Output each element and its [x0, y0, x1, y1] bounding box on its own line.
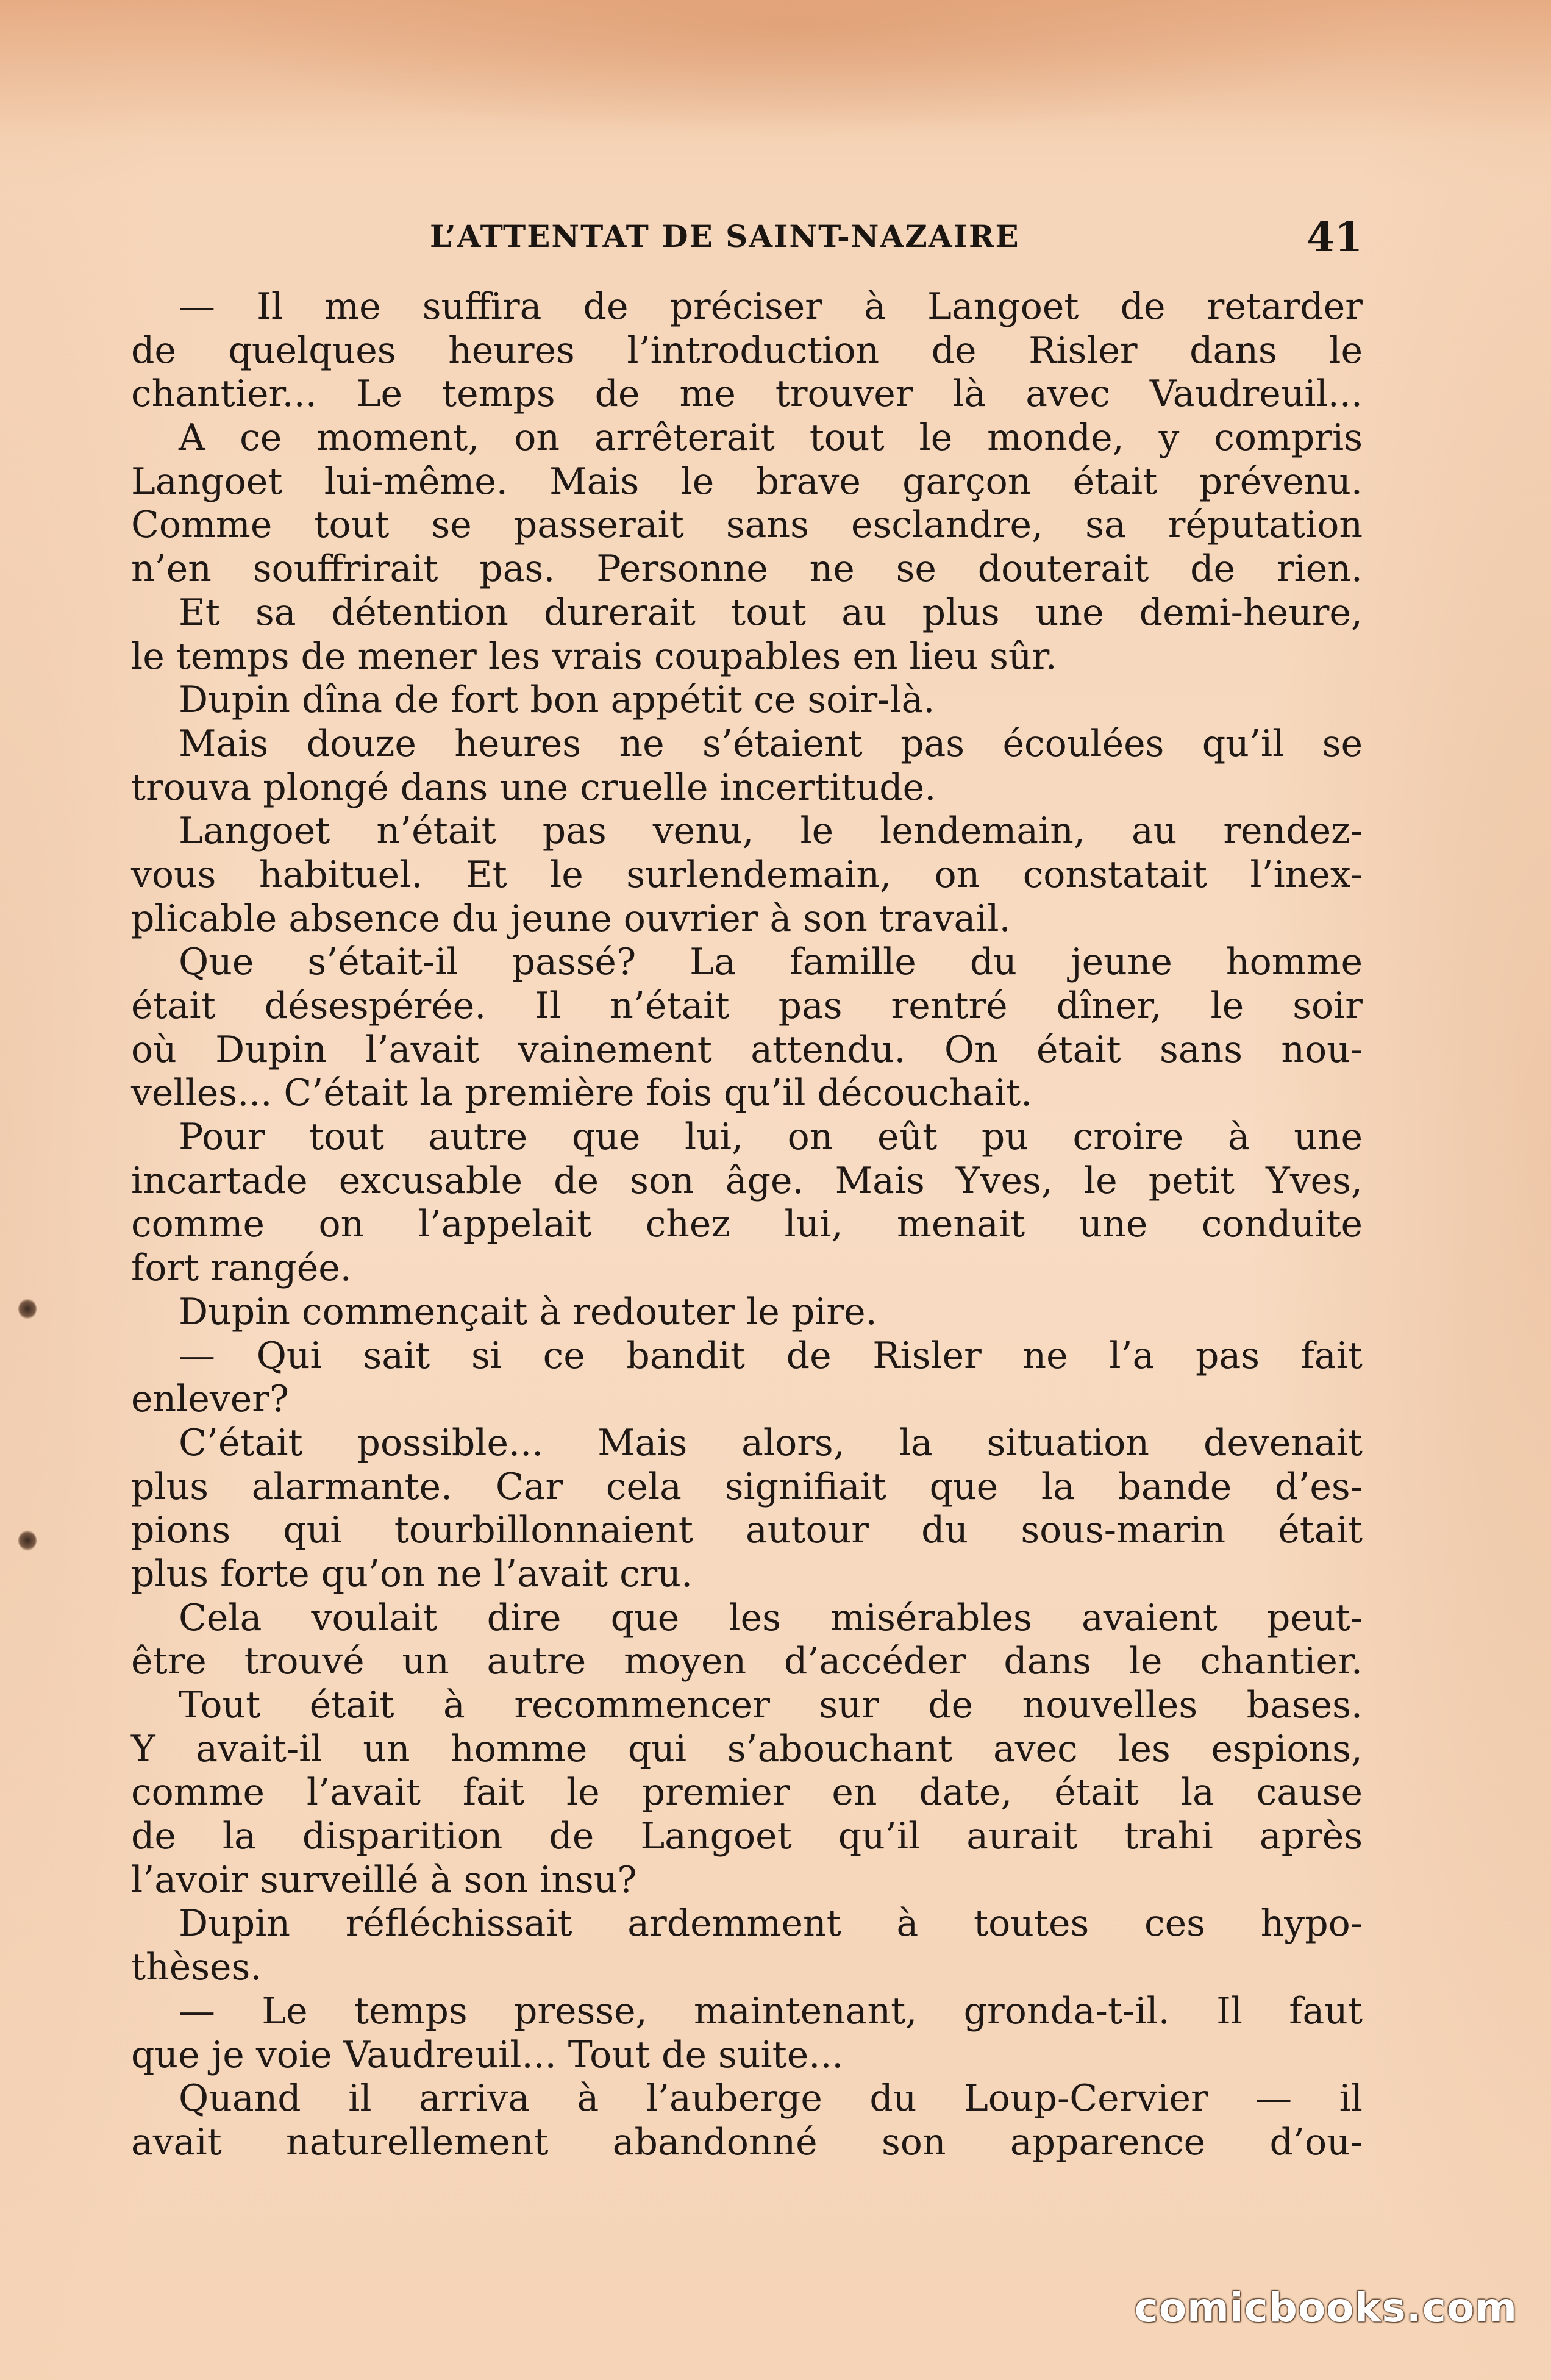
text-line: incartade excusable de son âge. Mais Yves, le petit Yves, [131, 1159, 1363, 1202]
text-line: A ce moment, on arrêterait tout le monde, y compris [179, 416, 1363, 460]
text-line: Cela voulait dire que les misérables avaient peut- [179, 1596, 1363, 1639]
text-line: chantier... Le temps de me trouver là avec Vaudreuil... [131, 372, 1363, 416]
watermark: comicbooks.com [1134, 2284, 1517, 2331]
text-line: Langoet n’était pas venu, le lendemain, au rendez- [179, 810, 1363, 853]
running-title: L’ATTENTAT DE SAINT-NAZAIRE [430, 218, 1020, 254]
text-line: de quelques heures l’introduction de Risler dans le [131, 329, 1363, 372]
text-line: Dupin commençait à redouter le pire. [179, 1290, 877, 1333]
text-line: Langoet lui-même. Mais le brave garçon était prévenu. [131, 460, 1363, 503]
text-line: thèses. [131, 1946, 262, 1989]
text-line: Que s’était-il passé? La famille du jeune homme [179, 941, 1363, 984]
text-line: vous habituel. Et le surlendemain, on constatait l’inex- [131, 853, 1363, 896]
binding-hole [18, 1299, 37, 1319]
binding-hole [18, 1530, 37, 1551]
text-line: Pour tout autre que lui, on eût pu croire à une [179, 1116, 1363, 1159]
text-line: — Qui sait si ce bandit de Risler ne l’a pas fait [179, 1334, 1363, 1377]
text-line: que je voie Vaudreuil... Tout de suite... [131, 2033, 844, 2076]
text-line: comme l’avait fait le premier en date, était la cause [131, 1771, 1363, 1814]
text-line: plus forte qu’on ne l’avait cru. [131, 1552, 693, 1595]
text-line: avait naturellement abandonné son apparence d’ou- [131, 2120, 1363, 2164]
text-line: Quand il arriva à l’auberge du Loup-Cervier — il [179, 2077, 1363, 2120]
text-line: Dupin dîna de fort bon appétit ce soir-là. [179, 679, 935, 722]
text-line: fort rangée. [131, 1247, 352, 1290]
text-line: velles... C’était la première fois qu’il découchait. [131, 1072, 1033, 1115]
text-line: C’était possible... Mais alors, la situation devenait [179, 1421, 1363, 1464]
page-number: 41 [1307, 213, 1363, 261]
page-header [131, 213, 1363, 262]
text-line: comme on l’appelait chez lui, menait une conduite [131, 1203, 1363, 1246]
text-line: Mais douze heures ne s’étaient pas écoulées qu’il se [179, 722, 1363, 765]
text-line: de la disparition de Langoet qu’il aurait trahi après [131, 1815, 1363, 1858]
text-line: Y avait-il un homme qui s’abouchant avec les espions, [131, 1727, 1363, 1770]
text-line: trouva plongé dans une cruelle incertitude. [131, 766, 936, 809]
text-line: Tout était à recommencer sur de nouvelles bases. [179, 1684, 1363, 1726]
text-line: Et sa détention durerait tout au plus une demi-heure, [179, 591, 1363, 634]
text-line: n’en souffrirait pas. Personne ne se douterait de rien. [131, 547, 1363, 591]
text-line: l’avoir surveillé à son insu? [131, 1858, 637, 1901]
text-line: Dupin réfléchissait ardemment à toutes ces hypo- [179, 1902, 1363, 1945]
text-line: était désespérée. Il n’était pas rentré dîner, le soir [131, 985, 1363, 1027]
text-line: plicable absence du jeune ouvrier à son travail. [131, 897, 1011, 940]
body-text [131, 285, 1363, 2165]
text-line: enlever? [131, 1378, 290, 1421]
text-line: pions qui tourbillonnaient autour du sous-marin était [131, 1509, 1363, 1552]
text-line: être trouvé un autre moyen d’accéder dans le chantier. [131, 1640, 1363, 1683]
paper-stain [0, 0, 1551, 140]
text-line: le temps de mener les vrais coupables en lieu sûr. [131, 635, 1057, 678]
text-line: — Il me suffira de préciser à Langoet de retarder [179, 285, 1363, 328]
text-line: où Dupin l’avait vainement attendu. On était sans nou- [131, 1028, 1363, 1071]
text-line: — Le temps presse, maintenant, gronda-t-il. Il faut [179, 1989, 1363, 2033]
text-line: Comme tout se passerait sans esclandre, sa réputation [131, 504, 1363, 547]
text-line: plus alarmante. Car cela signifiait que la bande d’es- [131, 1465, 1363, 1508]
